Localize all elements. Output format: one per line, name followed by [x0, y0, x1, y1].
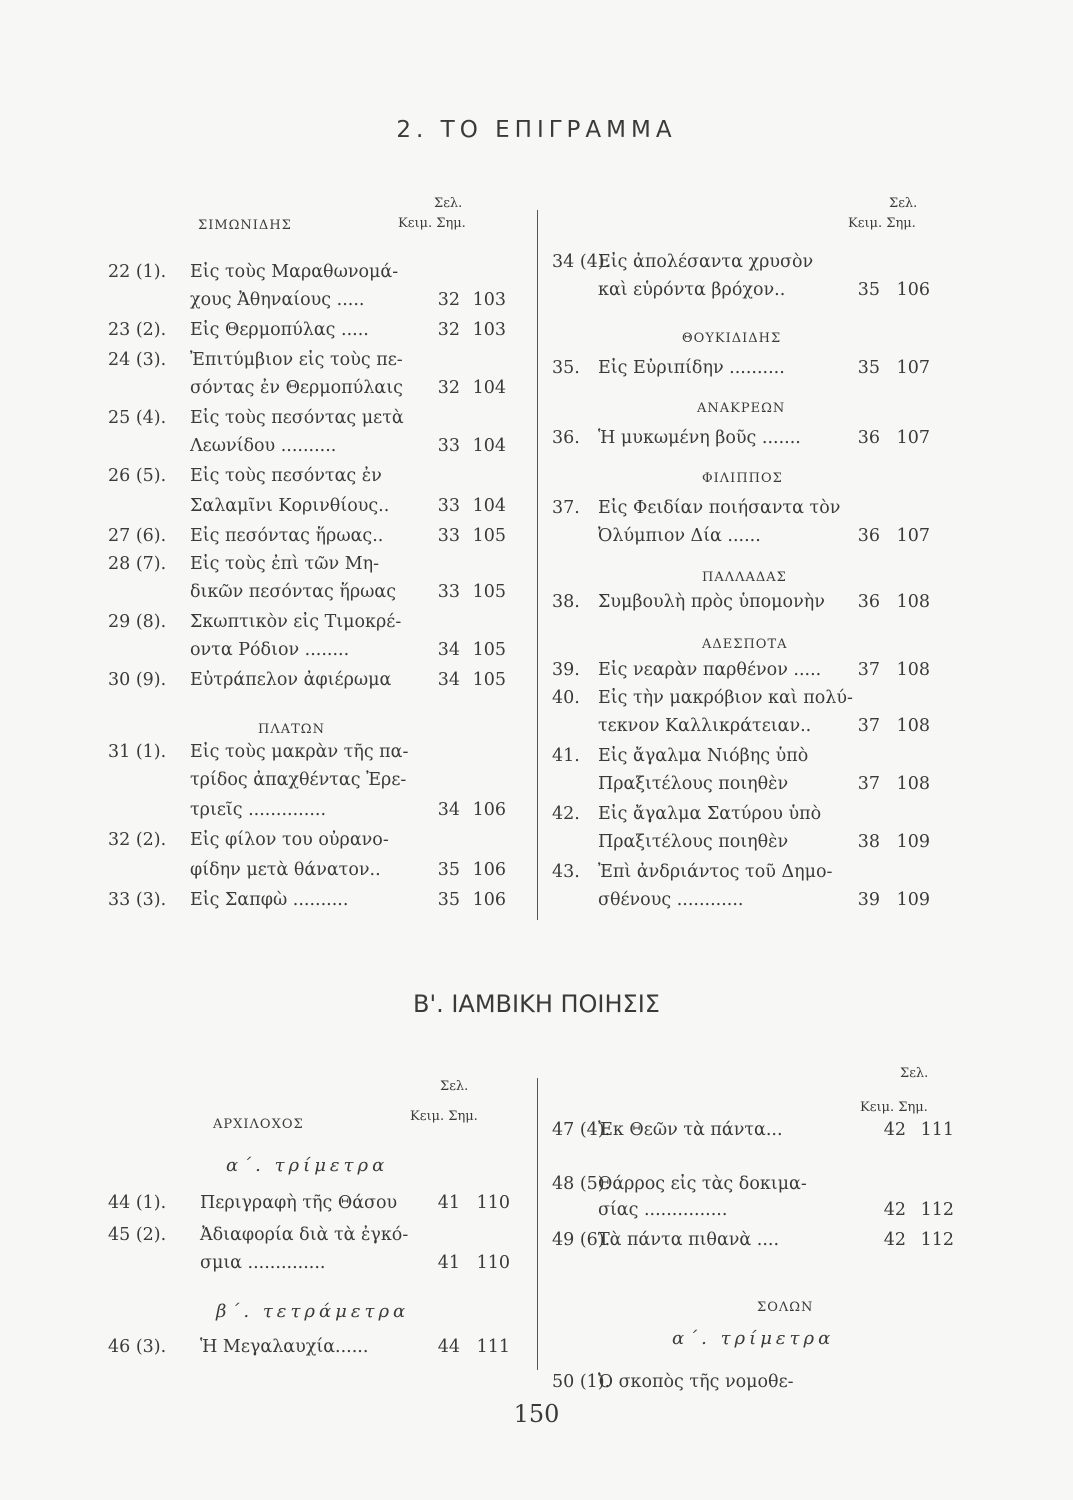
entry-number: 29 (8).: [108, 612, 167, 632]
entry-page: 37: [857, 660, 880, 680]
sel-label: Σελ.: [434, 196, 463, 211]
keim-sim-label: Κειμ. Σημ.: [848, 216, 916, 231]
entry-note-page: 110: [476, 1193, 510, 1213]
entry-title: Ὀλύμπιον Δία ......: [598, 526, 761, 546]
author-heading: ΣΟΛΩΝ: [757, 1300, 814, 1315]
toc-entry-line: [108, 320, 528, 350]
bottom-right-column: [552, 1060, 972, 1392]
entry-page: 33: [437, 496, 460, 516]
entry-title: Σαλαμῖνι Κορινθίους..: [190, 496, 390, 516]
entry-number: 24 (3).: [108, 350, 167, 370]
toc-entry-line: [108, 436, 528, 466]
entry-page: 32: [437, 320, 460, 340]
entry-note-page: 109: [896, 832, 930, 852]
entry-note-page: 107: [896, 428, 930, 448]
entry-title: Εἰς ἀπολέσαντα χρυσὸν: [598, 252, 814, 272]
entry-page: 36: [857, 592, 880, 612]
entry-note-page: 108: [896, 592, 930, 612]
entry-number: 50 (1).: [552, 1372, 611, 1392]
entry-title: Θάρρος εἰς τὰς δοκιμα-: [598, 1174, 807, 1194]
entry-note-page: 104: [472, 496, 506, 516]
entry-note-page: 105: [472, 670, 506, 690]
entry-title: Εἰς Θερμοπύλας .....: [190, 320, 369, 340]
toc-entry-line: [552, 1200, 972, 1230]
entry-number: 39.: [552, 660, 580, 680]
keim-sim-label: Κειμ. Σημ.: [860, 1100, 928, 1115]
top-left-column: [108, 190, 528, 950]
entry-page: 34: [437, 640, 460, 660]
toc-entry-line: [108, 670, 528, 700]
entry-title: δικῶν πεσόντας ἥρωας: [190, 582, 397, 602]
entry-note-page: 109: [896, 890, 930, 910]
entry-title: Πραξιτέλους ποιηθὲν: [598, 774, 789, 794]
entry-page: 34: [437, 670, 460, 690]
entry-note-page: 112: [920, 1200, 954, 1220]
entry-number: 41.: [552, 746, 580, 766]
entry-title: Συμβουλὴ πρὸς ὑπομονὴν: [598, 592, 825, 612]
entry-number: 30 (9).: [108, 670, 167, 690]
entry-note-page: 108: [896, 716, 930, 736]
toc-entry-line: [108, 554, 528, 584]
entry-number: 27 (6).: [108, 526, 167, 546]
entry-title: Ἐπιτύμβιον εἰς τοὺς πε-: [190, 350, 403, 370]
toc-entry-line: [108, 378, 528, 408]
entry-title: Τὰ πάντα πιθανὰ ....: [598, 1230, 780, 1250]
subsection-heading: α΄. τρίμετρα: [226, 1155, 389, 1176]
toc-entry-line: [108, 582, 528, 612]
entry-page: 35: [857, 358, 880, 378]
entry-title: Εἰς τοὺς πεσόντας μετὰ: [190, 408, 404, 428]
entry-number: 48 (5).: [552, 1174, 611, 1194]
entry-title: Εἰς ἄγαλμα Νιόβης ὑπὸ: [598, 746, 809, 766]
section-title: Β'. ΙΑΜΒΙΚΗ ΠΟΙΗΣΙΣ: [413, 990, 660, 1018]
entry-title: σόντας ἐν Θερμοπύλαις: [190, 378, 403, 398]
toc-entry-line: [552, 592, 972, 622]
entry-title: Ἀδιαφορία διὰ τὰ ἐγκό-: [200, 1225, 409, 1245]
toc-entry-line: [108, 262, 528, 292]
toc-entry-line: [552, 358, 972, 388]
author-heading: ΑΔΕΣΠΟΤΑ: [702, 637, 788, 652]
entry-title: Ἡ μυκωμένη βοῦς .......: [598, 428, 801, 448]
entry-number: 43.: [552, 862, 580, 882]
entry-page: 38: [857, 832, 880, 852]
entry-number: 34 (4).: [552, 252, 611, 272]
toc-entry-line: [552, 774, 972, 804]
entry-number: 49 (6).: [552, 1230, 611, 1250]
entry-page: 41: [437, 1253, 460, 1273]
entry-title: καὶ εὑρόντα βρόχον..: [598, 280, 786, 300]
entry-page: 32: [437, 378, 460, 398]
entry-note-page: 106: [472, 890, 506, 910]
entry-note-page: 105: [472, 526, 506, 546]
toc-entry-line: [108, 640, 528, 670]
toc-entry-line: [552, 428, 972, 458]
toc-entry-line: [552, 688, 972, 718]
entry-number: 46 (3).: [108, 1337, 167, 1357]
entry-title: φίδην μετὰ θάνατον..: [190, 860, 381, 880]
toc-entry-line: [552, 862, 972, 892]
entry-title: σθένους ............: [598, 890, 744, 910]
toc-entry-line: [552, 498, 972, 528]
entry-number: 32 (2).: [108, 830, 167, 850]
entry-note-page: 111: [920, 1120, 954, 1140]
entry-title: Εὐτράπελον ἀφιέρωμα: [190, 670, 392, 690]
toc-entry-line: [552, 660, 972, 690]
entry-title: Εἰς πεσόντας ἥρωας..: [190, 526, 384, 546]
entry-page: 35: [437, 890, 460, 910]
entry-number: 45 (2).: [108, 1225, 167, 1245]
entry-note-page: 106: [472, 800, 506, 820]
entry-title: Εἰς Σαπφὼ ..........: [190, 890, 349, 910]
entry-title: Εἰς τοὺς ἐπὶ τῶν Μη-: [190, 554, 380, 574]
entry-number: 36.: [552, 428, 580, 448]
toc-entry-line: [108, 890, 528, 920]
entry-title: Εἰς τοὺς πεσόντας ἐν: [190, 466, 382, 486]
entry-page: 39: [857, 890, 880, 910]
entry-page: 37: [857, 774, 880, 794]
entry-title: Εἰς τοὺς μακρὰν τῆς πα-: [190, 742, 409, 762]
toc-entry-line: [552, 890, 972, 920]
section-title: 2. ΤΟ ΕΠΙΓΡΑΜΜΑ: [396, 117, 677, 143]
entry-title: Ἡ Μεγαλαυχία......: [200, 1337, 369, 1357]
entry-page: 35: [857, 280, 880, 300]
entry-number: 23 (2).: [108, 320, 167, 340]
toc-entry-line: [552, 1372, 972, 1402]
toc-entry-line: [108, 350, 528, 380]
entry-number: 25 (4).: [108, 408, 167, 428]
entry-note-page: 112: [920, 1230, 954, 1250]
subsection-heading: α΄. τρίμετρα: [672, 1328, 835, 1349]
toc-entry-line: [108, 612, 528, 642]
toc-entry-line: [552, 1120, 972, 1150]
column-divider: [537, 1078, 538, 1370]
entry-page: 35: [437, 860, 460, 880]
bottom-left-column: [108, 1075, 528, 1375]
entry-title: οντα Ρόδιον ........: [190, 640, 350, 660]
entry-title: Εἰς Φειδίαν ποιήσαντα τὸν: [598, 498, 841, 518]
sel-label: Σελ.: [900, 1066, 929, 1081]
entry-title: σμια ..............: [200, 1253, 326, 1273]
entry-note-page: 107: [896, 526, 930, 546]
entry-note-page: 110: [476, 1253, 510, 1273]
entry-title: Ὁ σκοπὸς τῆς νομοθε-: [598, 1372, 794, 1392]
entry-title: τεκνον Καλλικράτειαν..: [598, 716, 812, 736]
toc-entry-line: [108, 860, 528, 890]
entry-number: 33 (3).: [108, 890, 167, 910]
entry-number: 47 (4).: [552, 1120, 611, 1140]
entry-number: 37.: [552, 498, 580, 518]
entry-title: Ἐπὶ ἀνδριάντος τοῦ Δημο-: [598, 862, 833, 882]
entry-page: 41: [437, 1193, 460, 1213]
toc-entry-line: [552, 526, 972, 556]
entry-note-page: 104: [472, 378, 506, 398]
entry-title: τριεῖς ..............: [190, 800, 327, 820]
entry-page: 44: [437, 1337, 460, 1357]
entry-page: 33: [437, 582, 460, 602]
entry-number: 42.: [552, 804, 580, 824]
entry-page: 34: [437, 800, 460, 820]
entry-note-page: 106: [472, 860, 506, 880]
entry-title: Λεωνίδου ..........: [190, 436, 337, 456]
entry-note-page: 111: [476, 1337, 510, 1357]
entry-title: Εἰς τοὺς Μαραθωνομά-: [190, 262, 399, 282]
subsection-heading: β΄. τετράμετρα: [216, 1301, 410, 1322]
entry-title: Περιγραφὴ τῆς Θάσου: [200, 1193, 398, 1213]
author-heading: ΦΙΛΙΠΠΟΣ: [702, 471, 783, 486]
entry-number: 28 (7).: [108, 554, 167, 574]
toc-entry-line: [108, 526, 528, 556]
sel-label: Σελ.: [440, 1079, 469, 1094]
entry-title: Πραξιτέλους ποιηθὲν: [598, 832, 789, 852]
author-heading: ΑΡΧΙΛΟΧΟΣ: [213, 1117, 304, 1132]
toc-entry-line: [108, 1225, 528, 1255]
entry-title: Σκωπτικὸν εἰς Τιμοκρέ-: [190, 612, 402, 632]
entry-page: 42: [883, 1120, 906, 1140]
toc-entry-line: [552, 1230, 972, 1260]
entry-title: Εἰς νεαρὰν παρθένον .....: [598, 660, 822, 680]
entry-number: 40.: [552, 688, 580, 708]
entry-page: 42: [883, 1230, 906, 1250]
page-number: 150: [513, 1400, 560, 1428]
entry-title: Εἰς τὴν μακρόβιον καὶ πολύ-: [598, 688, 853, 708]
author-heading: ΣΙΜΩΝΙΔΗΣ: [198, 218, 292, 233]
entry-page: 42: [883, 1200, 906, 1220]
entry-number: 44 (1).: [108, 1193, 167, 1213]
entry-number: 26 (5).: [108, 466, 167, 486]
entry-note-page: 105: [472, 640, 506, 660]
author-heading: ΑΝΑΚΡΕΩΝ: [697, 401, 786, 416]
entry-title: χους Ἀθηναίους .....: [190, 290, 365, 310]
entry-number: 35.: [552, 358, 580, 378]
author-heading: ΘΟΥΚΙΔΙΔΗΣ: [682, 331, 782, 346]
entry-title: σίας ...............: [598, 1200, 728, 1220]
toc-entry-line: [552, 804, 972, 834]
entry-note-page: 105: [472, 582, 506, 602]
toc-entry-line: [552, 832, 972, 862]
entry-title: Εἰς ἄγαλμα Σατύρου ὑπὸ: [598, 804, 822, 824]
entry-page: 36: [857, 526, 880, 546]
top-right-column: [552, 190, 972, 950]
entry-note-page: 103: [472, 290, 506, 310]
entry-note-page: 108: [896, 774, 930, 794]
toc-entry-line: [108, 466, 528, 496]
toc-entry-line: [552, 716, 972, 746]
entry-page: 33: [437, 436, 460, 456]
toc-entry-line: [552, 252, 972, 282]
keim-sim-label: Κειμ. Σημ.: [398, 216, 466, 231]
toc-entry-line: [108, 830, 528, 860]
toc-entry-line: [108, 742, 528, 772]
entry-title: Εἰς Εὐριπίδην ..........: [598, 358, 785, 378]
toc-entry-line: [108, 290, 528, 320]
entry-number: 31 (1).: [108, 742, 167, 762]
toc-entry-line: [108, 1337, 528, 1367]
sel-label: Σελ.: [889, 196, 918, 211]
toc-entry-line: [108, 800, 528, 830]
entry-page: 36: [857, 428, 880, 448]
toc-entry-line: [552, 746, 972, 776]
toc-entry-line: [552, 280, 972, 310]
entry-note-page: 108: [896, 660, 930, 680]
entry-title: Εἰς φίλον του οὐρανο-: [190, 830, 389, 850]
entry-number: 22 (1).: [108, 262, 167, 282]
toc-entry-line: [108, 408, 528, 438]
entry-note-page: 104: [472, 436, 506, 456]
entry-note-page: 107: [896, 358, 930, 378]
entry-note-page: 106: [896, 280, 930, 300]
author-heading: ΠΛΑΤΩΝ: [258, 722, 325, 737]
entry-number: 38.: [552, 592, 580, 612]
entry-note-page: 103: [472, 320, 506, 340]
entry-page: 33: [437, 526, 460, 546]
entry-page: 37: [857, 716, 880, 736]
toc-entry-line: [108, 1193, 528, 1223]
toc-entry-line: [108, 496, 528, 526]
author-heading: ΠΑΛΛΑΔΑΣ: [702, 570, 787, 585]
entry-title: τρίδος ἀπαχθέντας Ἐρε-: [190, 770, 407, 790]
column-divider: [537, 210, 538, 920]
toc-entry-line: [108, 770, 528, 800]
keim-sim-label: Κειμ. Σημ.: [410, 1109, 478, 1124]
entry-page: 32: [437, 290, 460, 310]
entry-title: Ἐκ Θεῶν τὰ πάντα...: [598, 1120, 783, 1140]
toc-entry-line: [108, 1253, 528, 1283]
